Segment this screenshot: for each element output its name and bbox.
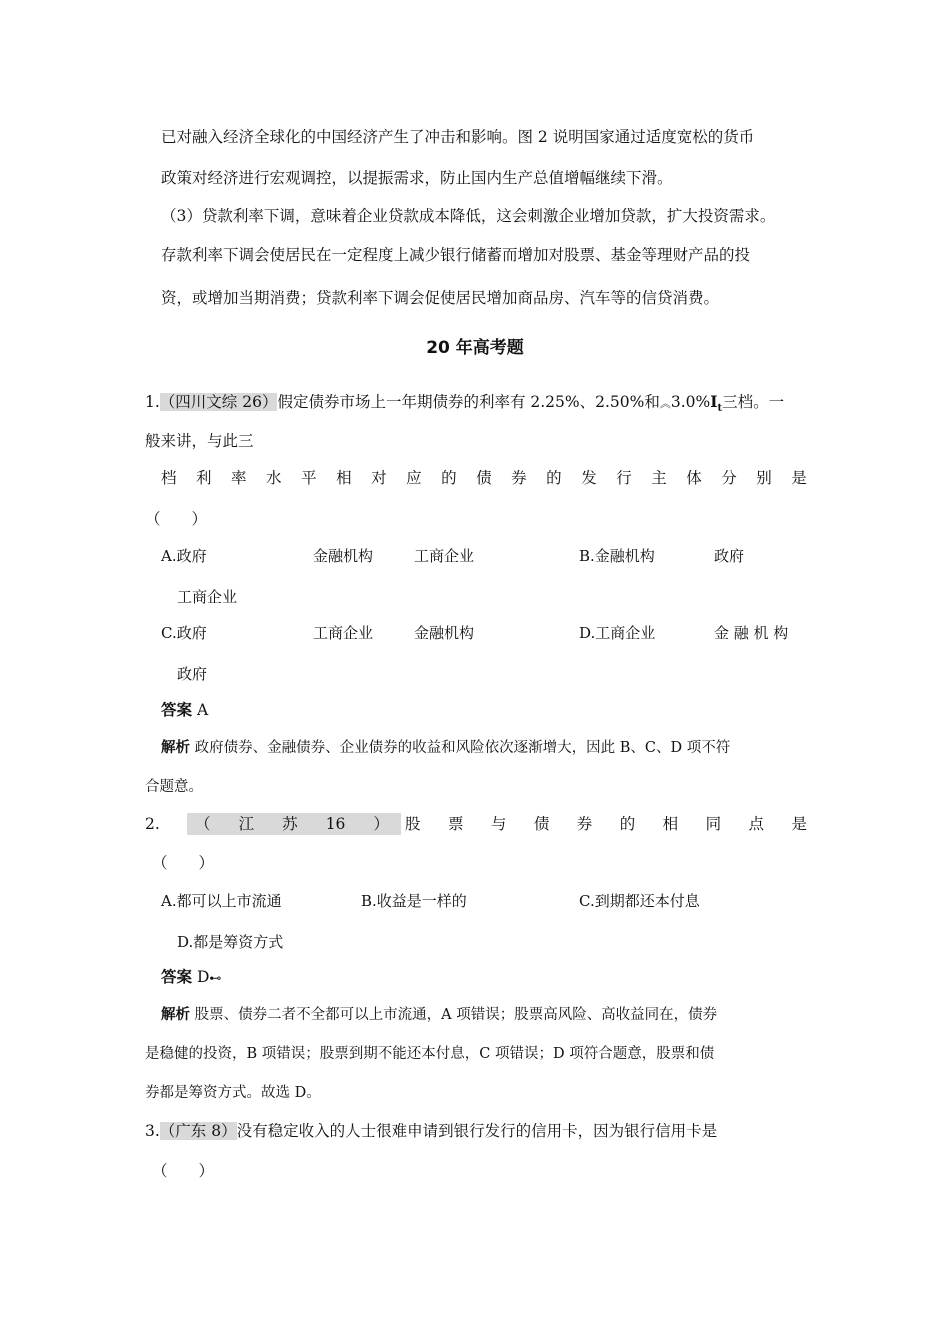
q1-text-c: 三档。一 [722,393,785,411]
intro-line-4: 存款利率下调会使居民在一定程度上减少银行储蓄而增加对股票、基金等理财产品的投 [161,246,751,264]
q2-answer [161,966,221,989]
q2-source-char: 16 [325,815,346,833]
q2-spread-char: 股 [405,815,421,833]
q1-analysis-line-1 [161,737,730,759]
q2-spread-char: 券 [576,815,593,833]
q1-option-b-3: 工商企业 [177,588,238,606]
q2-option-b: B.收益是一样的 [361,892,467,910]
q1-spread-char: 体 [686,469,702,487]
q2-source [187,813,401,835]
q1-spread-char: 行 [616,469,632,487]
q1-spread-char: 利 [196,469,212,487]
q1-option-b: B.金融机构 [579,547,655,565]
q1-spread-char: 主 [651,469,667,487]
q1-spread-char: 发 [581,469,597,487]
q1-line-2: 般来讲，与此三 [145,432,254,450]
q2-analysis-line-2: 是稳健的投资，B 项错误；股票到期不能还本付息，C 项错误；D 项符合题意，股票和债 [145,1046,715,1062]
q1-spread-char: 的 [546,469,562,487]
q1-spread-char: 水 [266,469,282,487]
q1-spread-char: 券 [511,469,527,487]
q3-number: 3. [145,1122,160,1140]
q1-spread-char: 率 [231,469,247,487]
q2-line-1 [405,813,807,835]
q1-spread-char: 对 [371,469,387,487]
q2-spread-char: 票 [447,815,464,833]
q1-line-3 [161,467,807,489]
q3-text: 没有稳定收入的人士很难申请到银行发行的信用卡，因为银行信用卡是 [236,1122,718,1140]
q1-text-b: 3.0% [670,393,711,411]
q2-number: 2. [145,815,160,833]
q1-paren: （ ） [145,510,208,528]
q1-option-d-2: 金 融 机 构 [714,624,789,642]
q2-option-a: A.都可以上市流通 [161,892,282,910]
q1-option-b-2: 政府 [714,547,745,565]
q1-spread-char: 分 [721,469,737,487]
q1-option-c: C.政府 [161,624,207,642]
q1-spread-char: 别 [756,469,772,487]
q1-answer [161,699,208,721]
q1-number: 1. [145,393,160,411]
q1-option-a: A.政府 [161,547,207,565]
q1-option-a-3: 工商企业 [414,547,475,565]
intro-line-3: （3）贷款利率下调，意味着企业贷款成本降低，这会刺激企业增加贷款，扩大投资需求。 [161,207,776,225]
q2-analysis-line-1 [161,1004,717,1026]
q1-option-c-2: 工商企业 [313,624,374,642]
q1-option-a-2: 金融机构 [313,547,374,565]
q1-analysis-text-1: 政府债券、金融债券、企业债券的收益和风险依次逐渐增大，因此 B、C、D 项不符 [194,740,731,756]
q2-spread-char: 相 [662,815,679,833]
q2-source-char: ） [373,815,389,833]
q1-source: （四川文综 26） [159,393,278,411]
q1-spread-char: 档 [161,469,177,487]
intro-line-2: 政策对经济进行宏观调控，以提振需求，防止国内生产总值增幅继续下滑。 [161,169,673,187]
section-title: 20 年高考题 [426,338,524,358]
q2-analysis-line-3: 券都是筹资方式。故选 D。 [145,1085,321,1101]
q1-text-a: 假定债券市场上一年期债券的利率有 2.25%、2.50%和 [277,393,660,411]
q1-option-c-3: 金融机构 [414,624,475,642]
q2-source-char: 江 [238,815,255,833]
q2-scan-mark: ⊷ [209,971,222,985]
q2-answer-label: 答案 [161,968,193,986]
q1-spread-char: 平 [301,469,317,487]
q1-spread-char: 相 [336,469,352,487]
q2-source-char: 苏 [282,815,298,833]
intro-line-1: 已对融入经济全球化的中国经济产生了冲击和影响。图 2 说明国家通过适度宽松的货币 [161,128,755,146]
q2-option-c: C.到期都还本付息 [579,892,700,910]
q1-answer-label: 答案 [161,701,193,719]
q1-spread-char: 是 [791,469,807,487]
q2-spread-char: 与 [490,815,507,833]
intro-line-5: 资，或增加当期消费；贷款利率下调会促使居民增加商品房、汽车等的信贷消费。 [161,289,720,307]
q3-line-1 [145,1120,717,1142]
q1-option-d-3: 政府 [177,665,208,683]
q1-analysis-line-2: 合题意。 [145,779,203,795]
q1-spread-char: 债 [476,469,492,487]
q3-source: （广东 8） [159,1122,237,1140]
q2-spread-char: 的 [619,815,636,833]
q2-spread-char: 是 [791,815,807,833]
q1-scan-mark: ︽ [659,397,671,410]
q2-spread-char: 点 [748,815,765,833]
q2-spread-char: 同 [705,815,722,833]
q1-option-d: D.工商企业 [579,624,656,642]
q2-source-char: （ [195,815,211,833]
q2-answer-value: D [196,968,210,986]
q1-answer-value: A [196,701,209,719]
q1-spread-char: 应 [406,469,422,487]
q2-analysis-text-1: 股票、债券二者不全都可以上市流通，A 项错误；股票高风险、高收益同在，债券 [194,1007,718,1023]
q2-analysis-label: 解析 [161,1007,190,1023]
q1-spread-char: 的 [441,469,457,487]
q1-scan-mark-2: $I_t$ [710,392,723,415]
q2-option-d: D.都是筹资方式 [177,933,284,951]
q1-analysis-label: 解析 [161,740,190,756]
q2-paren: （ ） [152,854,215,872]
q1-line-1 [145,391,784,420]
q2-spread-char: 债 [533,815,550,833]
q3-paren: （ ） [152,1162,215,1180]
